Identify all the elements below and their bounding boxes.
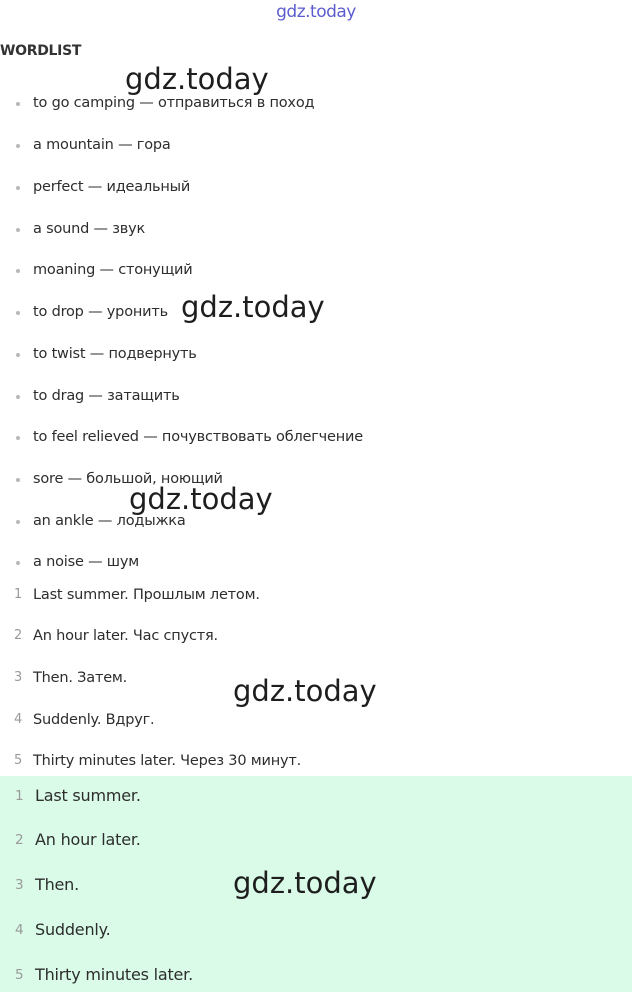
bullet-dot [16, 311, 20, 315]
answer-number: 3 [15, 877, 24, 893]
watermark-text: gdz.today [129, 482, 273, 516]
phrase-number: 2 [14, 628, 23, 643]
answer-text: Thirty minutes later. [35, 965, 193, 984]
watermark-text: gdz.today [233, 866, 377, 900]
wordlist-item-text: a sound — звук [33, 221, 146, 237]
wordlist-item-text: to drop — уронить [33, 304, 168, 320]
phrase-text: Then. Затем. [33, 670, 128, 686]
bullet-dot [16, 395, 20, 399]
wordlist-item-text: moaning — стонущий [33, 262, 193, 278]
phrase-number: 4 [14, 712, 23, 727]
bullet-dot [16, 228, 20, 232]
watermark-text: gdz.today [233, 674, 377, 708]
answer-text: Last summer. [35, 786, 141, 805]
wordlist-item-text: to twist — подвернуть [33, 346, 197, 362]
watermark-text: gdz.today [181, 290, 325, 324]
phrase-number: 3 [14, 670, 23, 685]
wordlist-item-text: to drag — затащить [33, 388, 180, 404]
wordlist-heading: WORDLIST [0, 43, 82, 59]
wordlist-item-text: an ankle — лодыжка [33, 513, 186, 529]
watermark-text: gdz.today [125, 62, 269, 96]
bullet-dot [16, 186, 20, 190]
bullet-dot [16, 436, 20, 440]
phrase-text: Suddenly. Вдруг. [33, 712, 155, 728]
phrase-number: 5 [14, 753, 23, 768]
answer-text: An hour later. [35, 830, 141, 849]
answer-number: 1 [15, 788, 24, 804]
wordlist-item-text: perfect — идеальный [33, 179, 191, 195]
wordlist-item-text: sore — большой, ноющий [33, 471, 223, 487]
bullet-dot [16, 478, 20, 482]
phrase-text: Thirty minutes later. Через 30 минут. [33, 753, 302, 769]
wordlist-item-text: to go camping — отправиться в поход [33, 95, 315, 111]
wordlist-item-text: a mountain — гора [33, 137, 171, 153]
phrase-text: An hour later. Час спустя. [33, 628, 218, 644]
bullet-dot [16, 561, 20, 565]
answer-number: 5 [15, 967, 24, 983]
phrase-number: 1 [14, 587, 23, 602]
bullet-dot [16, 102, 20, 106]
wordlist-item-text: to feel relieved — почувствовать облегчение [33, 429, 363, 445]
answer-number: 4 [15, 922, 24, 938]
answer-text: Then. [35, 875, 79, 894]
wordlist-item-text: a noise — шум [33, 554, 139, 570]
answer-text: Suddenly. [35, 920, 111, 939]
bullet-dot [16, 353, 20, 357]
answer-number: 2 [15, 832, 24, 848]
phrase-text: Last summer. Прошлым летом. [33, 587, 260, 603]
bullet-dot [16, 269, 20, 273]
bullet-dot [16, 520, 20, 524]
bullet-dot [16, 144, 20, 148]
watermark-logo: gdz.today [276, 2, 356, 22]
